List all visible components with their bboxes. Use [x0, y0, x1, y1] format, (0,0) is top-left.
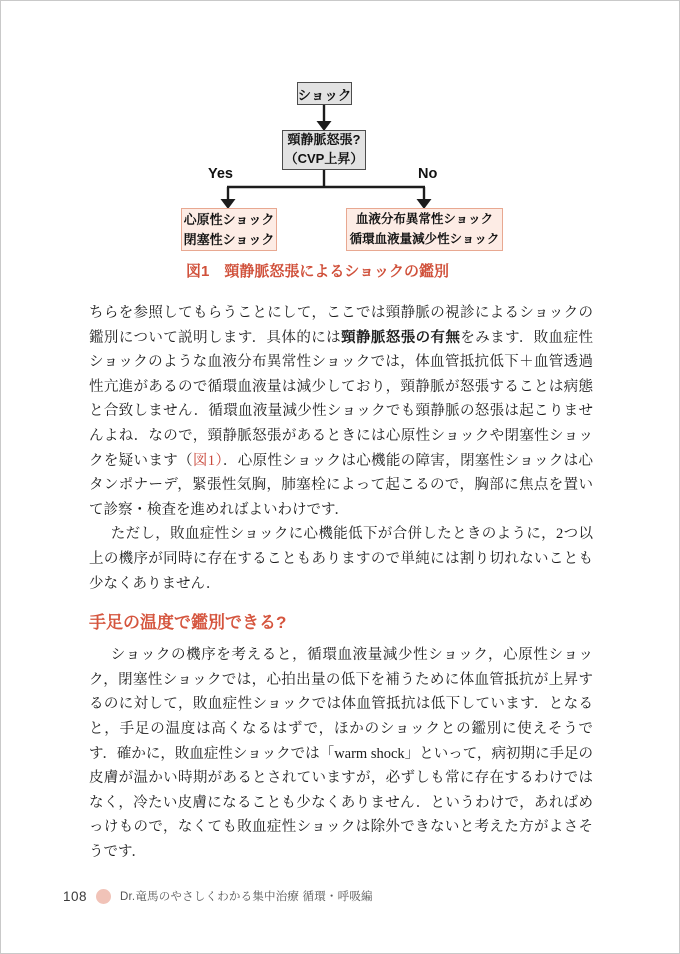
- figure-1-reference: 図1）: [192, 452, 223, 469]
- paragraph-2: ただし，敗血症性ショックに心機能低下が合併したときのように，2つ以上の機序が同時に存在することもありますので単純には割り切れないことも少なくありません．: [89, 526, 593, 592]
- node-question-line1: 頸静脈怒張?: [287, 132, 361, 148]
- node-question-line2: （CVP上昇）: [284, 151, 364, 166]
- flowchart-node-shock: [297, 82, 352, 105]
- yes-result-line2: 閉塞性ショック: [183, 231, 275, 247]
- no-result-line2: 循環血液量減少性ショック: [349, 231, 500, 246]
- no-result-line1: 血液分布異常性ショック: [355, 212, 494, 227]
- figure-caption-label: 図1: [186, 263, 210, 280]
- node-shock-label: ショック: [297, 87, 352, 103]
- page-number: 108: [63, 888, 88, 904]
- branch-label-yes: Yes: [208, 166, 233, 182]
- paragraph-1-text-c: ．心原性ショックは心機能の障害，閉塞性ショックは心タンポナーデ，緊張性気胸，肺塞栓によって起こるので，胸部に焦点を置いて診察・検査を進めればよいわけです．: [89, 452, 594, 518]
- page-footer: [63, 888, 373, 904]
- figure-caption-text: 頸静脈怒張によるショックの鑑別: [224, 263, 450, 280]
- flowchart-node-yes-result: [181, 208, 277, 251]
- paragraph-3: ショックの機序を考えると，循環血液量減少性ショック，心原性ショック，閉塞性ショックでは，心拍出量の低下を補うために体血管抵抗が上昇するのに対して，敗血症性ショックでは体血管抵抗は低下しています．となると，手足の温度は高くなるはずで，ほかのショックとの鑑別に使えそうです．確かに，敗血症性ショックでは「warm shock」といって，病初期に手足の皮膚が温かい時期があるとされていますが，必ずしも常に存在するわけではなく，冷たい皮膚になることも少なくありません．というわけで，あればめっけもので，なくても敗血症性ショックは除外できないと考えた方がよさそうです．: [89, 647, 593, 860]
- flowchart-node-no-result: [346, 208, 503, 251]
- book-title: Dr.竜馬のやさしくわかる集中治療 循環・呼吸編: [120, 891, 373, 903]
- body-text: [89, 301, 593, 865]
- figure-caption: [186, 260, 449, 281]
- section-heading: 手足の温度で鑑別できる?: [89, 613, 287, 633]
- paragraph-1-text-a: ちらを参照してもらうことにして，ここでは頸静脈の視診によるショックの鑑別について説明します．具体的には: [89, 305, 593, 346]
- footer-dot-icon: [96, 889, 111, 904]
- paragraph-1-text-b: をみます．敗血症性ショックのような血液分布異常性ショックでは，体血管抵抗低下＋血管透過性亢進があるので循環血液量は減少しており，頸静脈が怒張することは病態と合致しません．循環血液量減少性ショックでも頸静脈の怒張は起こりませんよね．なので，頸静脈怒張があるときには心原性ショックや閉塞性ショックを疑います（: [89, 329, 593, 469]
- paragraph-1: [89, 301, 593, 522]
- branch-label-no: No: [418, 166, 438, 182]
- paragraph-1-emphasis: 頸静脈怒張の有無: [341, 329, 461, 346]
- flowchart-node-jugular-question: [282, 130, 366, 170]
- yes-result-line1: 心原性ショック: [183, 212, 275, 227]
